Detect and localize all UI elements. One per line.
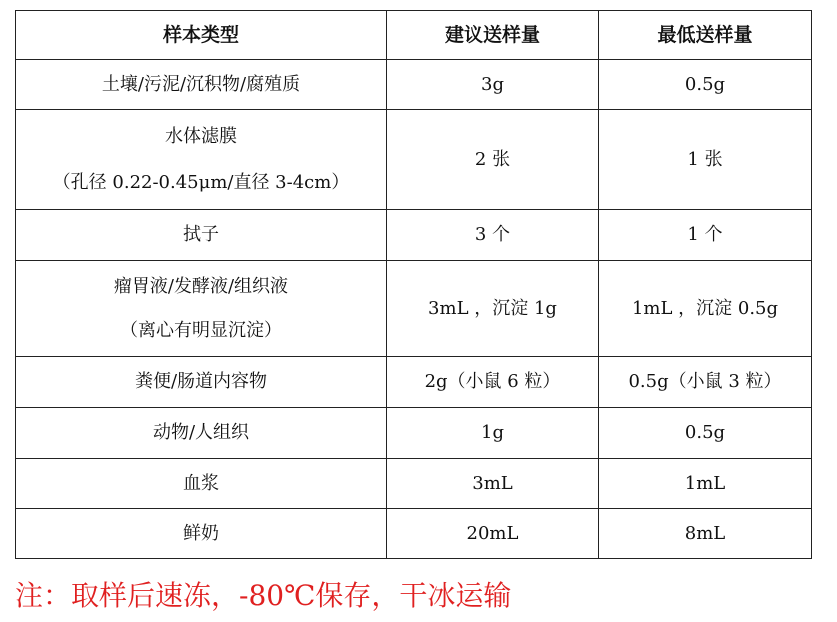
table-row [16,509,812,559]
minimum-amount-cell: 8mL [599,509,812,559]
sample-type-label: 鲜奶 [183,522,219,544]
sample-type-label: 动物/人组织 [152,422,250,444]
table-header-row [16,11,812,60]
table-row [16,408,812,459]
sample-type-label: 瘤胃液/发酵液/组织液 [113,275,289,297]
table-row [16,60,812,110]
header-minimum-amount: 最低送样量 [599,11,812,60]
recommended-amount-cell: 3mL ，沉淀 1g [387,261,599,357]
table-row [16,210,812,261]
sample-type-cell [16,459,387,509]
sample-type-cell [16,408,387,459]
sample-type-cell [16,60,387,110]
sample-type-note: （孔径 0.22-0.45μm/直径 3-4cm） [52,171,350,193]
sample-type-cell [16,357,387,408]
sample-requirements-table [15,10,812,559]
recommended-amount-cell: 1g [387,408,599,459]
sample-type-label: 水体滤膜 [165,125,237,147]
storage-footnote: 注：取样后速冻，-80℃保存，干冰运输 [15,579,512,612]
recommended-amount-cell: 2g（小鼠 6 粒） [387,357,599,408]
recommended-amount-cell: 3mL [387,459,599,509]
table-row [16,357,812,408]
recommended-amount-cell: 3 个 [387,210,599,261]
minimum-amount-cell: 0.5g [599,408,812,459]
recommended-amount-cell: 2 张 [387,110,599,210]
recommended-amount-cell: 3g [387,60,599,110]
minimum-amount-cell: 1mL [599,459,812,509]
header-recommended-amount: 建议送样量 [387,11,599,60]
sample-type-note: （离心有明显沉淀） [120,319,282,341]
sample-type-cell [16,210,387,261]
minimum-amount-cell: 1 个 [599,210,812,261]
sample-type-cell [16,261,387,357]
minimum-amount-cell: 0.5g（小鼠 3 粒） [599,357,812,408]
minimum-amount-cell: 1 张 [599,110,812,210]
table-row [16,459,812,509]
header-sample-type: 样本类型 [16,11,387,60]
sample-type-cell [16,110,387,210]
sample-type-label: 拭子 [183,224,219,246]
minimum-amount-cell: 1mL ，沉淀 0.5g [599,261,812,357]
sample-type-label: 土壤/污泥/沉积物/腐殖质 [101,73,301,95]
recommended-amount-cell: 20mL [387,509,599,559]
sample-type-cell [16,509,387,559]
sample-type-label: 粪便/肠道内容物 [134,371,268,393]
sample-type-label: 血浆 [183,472,219,494]
minimum-amount-cell: 0.5g [599,60,812,110]
table-row [16,261,812,357]
table-row [16,110,812,210]
